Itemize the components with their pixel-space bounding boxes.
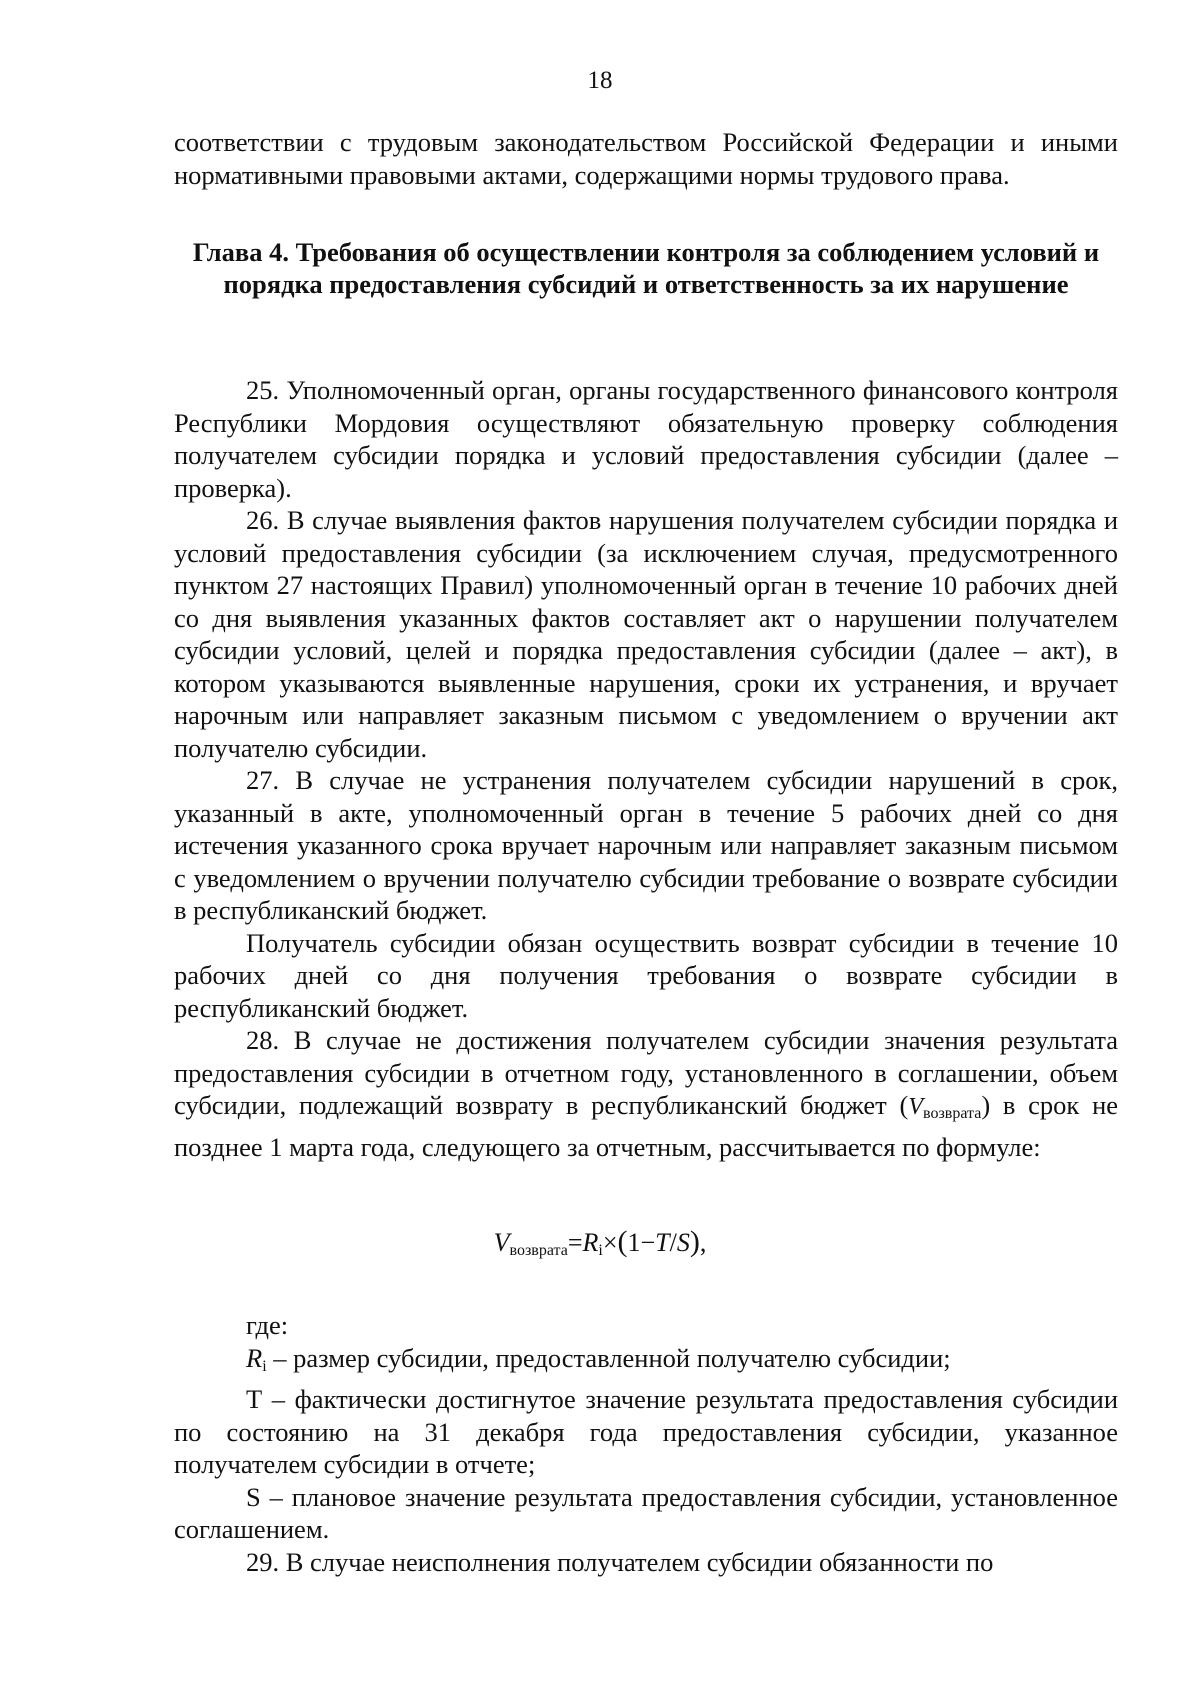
paragraph-28-end: ) в срок не позднее 1 марта года, следующего за отчетным, рассчитывается по формуле: [174,1090,1119,1162]
chapter-title: Глава 4. Требования об осуществлении контроля за соблюдением условий и порядка предоставления субсидий и ответственность за их нарушение [192,237,1100,299]
formula-s: S [676,1228,690,1257]
formula-v: V [493,1228,510,1257]
definition-s: S – плановое значение результата предоставления субсидии, установленное соглашением. [174,1481,1118,1544]
inline-variable-v [908,1094,981,1120]
formula-r: R [582,1228,599,1257]
formula-equals: = [567,1228,583,1257]
body-text [174,374,1118,1163]
where-label: где: [246,1310,289,1340]
formula-one: 1 [627,1228,641,1257]
formula-v-subscript: возврата [509,1242,568,1259]
formula-t: T [655,1228,670,1257]
formula-slash: / [669,1228,677,1257]
formula-trailing-comma: , [699,1228,707,1257]
page-number: 18 [587,67,613,94]
formula-close-paren: ) [689,1225,700,1258]
inline-v: V [908,1094,924,1120]
definition-r-subscript: i [262,1357,267,1375]
definition-t: Т – фактически достигнутое значение результата предоставления субсидии по состоянию на 31 декабря года предоставления субсидии, указанное получателем субсидии в отчете; [174,1384,1118,1479]
paragraph-28-start: 28. В случае не достижения получателем субсидии значения результата предоставления субсидии в отчетном году, установленного в соглашении, объем субсидии, подлежащий возврату в республиканский бюджет ( [174,1025,1118,1120]
paragraph-27: 27. В случае не устранения получателем субсидии нарушений в срок, указанный в акте, уполномоченный орган в течение 5 рабочих дней со дня истечения указанного срока вручает нарочным или направляет заказным письмом с уведомлением о вручении получателю субсидии требование о возврате субсидии в республиканский бюджет. [174,765,1118,925]
paragraph-28 [174,1024,1118,1163]
inline-v-subscript: возврата [923,1105,982,1122]
definition-r [174,1342,1118,1384]
formula-open-paren: ( [617,1225,628,1258]
formula [0,1226,1200,1267]
paragraph-26: 26. В случае выявления фактов нарушения получателем субсидии порядка и условий предоставления субсидии (за исключением случая, предусмотренного пунктом 27 настоящих Правил) уполномоченный орган в течение 10 рабочих дней со дня выявления указанных фактов составляет акт о нарушении получателем субсидии условий, целей и порядка предоставления субсидии (далее – акт), в котором указываются выявленные нарушения, сроки их устранения, и вручает нарочным или направляет заказным письмом с уведомлением о вручении акт получателю субсидии. [174,505,1118,763]
formula-minus: − [640,1228,656,1257]
paragraph-25: 25. Уполномоченный орган, органы государственного финансового контроля Республики Мордовия осуществляют обязательную проверку соблюдения получателем субсидии порядка и условий предоставления субсидии (далее – проверка). [174,375,1118,503]
intro-paragraph: соответствии с трудовым законодательством Российской Федерации и иными нормативными правовыми актами, содержащими нормы трудового права. [174,127,1118,190]
definition-r-symbol: R [246,1342,263,1373]
paragraph-29: 29. В случае неисполнения получателем субсидии обязанности по [246,1546,994,1577]
definition-r-text: – размер субсидии, предоставленной получателю субсидии; [266,1342,951,1373]
paragraph-27-continued: Получатель субсидии обязан осуществить возврат субсидии в течение 10 рабочих дней со дня получения требования о возврате субсидии в республиканский бюджет. [174,927,1118,1023]
formula-r-subscript: i [598,1242,603,1259]
definitions [174,1309,1118,1578]
formula-times: × [602,1228,618,1257]
